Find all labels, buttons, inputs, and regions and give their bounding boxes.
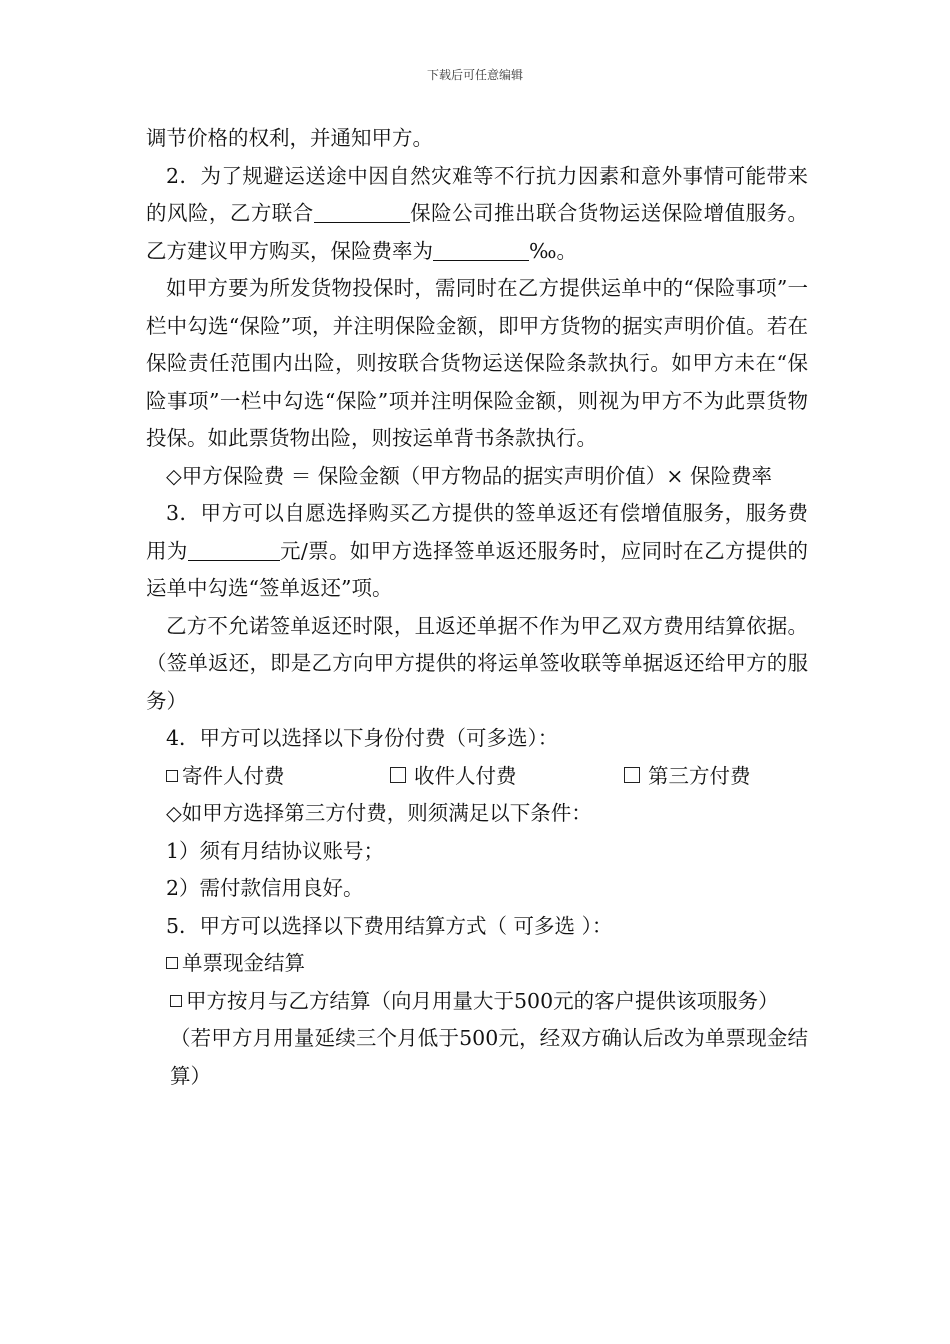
insurance-rate-blank[interactable] <box>433 236 529 261</box>
paragraph-insurance-details: 如甲方要为所发货物投保时，需同时在乙方提供运单中的“保险事项”一栏中勾选“保险”项，并注明保险金额，即甲方货物的据实声明价值。若在保险责任范围内出险，则按联合货物运送保险条款执行。如甲方未在“保险事项”一栏中勾选“保险”项并注明保险金额，则视为甲方不为此票货物投保。如此票货物出险，则按运单背书条款执行。 <box>146 276 808 450</box>
paragraph-settlement-note: （若甲方月用量延续三个月低于500元，经双方确认后改为单票现金结算） <box>170 1026 808 1088</box>
payment-options-row <box>146 758 808 796</box>
paragraph-third-party-conditions: ◇如甲方选择第三方付费，则须满足以下条件： <box>166 801 592 825</box>
settlement-option-monthly[interactable]: 甲方按月与乙方结算（向月用量大于500元的客户提供该项服务） <box>146 983 808 1021</box>
page-header: 下载后可任意编辑 <box>426 68 523 82</box>
insurer-name-blank[interactable] <box>314 198 410 223</box>
checkbox-icon[interactable] <box>166 957 178 969</box>
paragraph-sign-return-note: 乙方不允诺签单返还时限，且返还单据不作为甲乙双方费用结算依据。（签单返还，即是乙方向甲方提供的将运单签收联等单据返还给甲方的服务） <box>146 613 808 713</box>
checkbox-icon[interactable] <box>390 767 406 783</box>
checkbox-icon[interactable] <box>170 995 182 1007</box>
settlement-option-cash[interactable]: 单票现金结算 <box>146 945 808 983</box>
paragraph-insurance-clause: 2．为了规避运送途中因自然灾难等不行抗力因素和意外事情可能带来的风险，乙方联合 保险公司推出联合货物运送保险增值服务。乙方建议甲方购买，保险费率为 ‰。 <box>146 163 808 263</box>
document-body <box>146 120 808 1095</box>
checkbox-icon[interactable] <box>166 770 178 782</box>
payment-option-sender[interactable]: 寄件人付费 <box>166 758 390 796</box>
sign-return-fee-blank[interactable] <box>188 536 280 561</box>
condition-item-1: 1）须有月结协议账号； <box>166 838 385 863</box>
paragraph-sign-return: 3．甲方可以自愿选择购买乙方提供的签单返还有偿增值服务，服务费用为 元/票。如甲方选择签单返还服务时，应同时在乙方提供的运单中勾选“签单返还”项。 <box>146 501 809 600</box>
paragraph-settlement-methods: 5．甲方可以选择以下费用结算方式（ 可多选 ）： <box>166 913 613 938</box>
payment-option-receiver[interactable]: 收件人付费 <box>390 758 624 796</box>
paragraph-insurance-formula: ◇甲方保险费 ＝ 保险金额（甲方物品的据实声明价值）× 保险费率 <box>166 463 772 488</box>
paragraph-payment-identity: 4．甲方可以选择以下身份付费（可多选）： <box>166 726 559 750</box>
paragraph-price-adjust: 调节价格的权利，并通知甲方。 <box>146 126 433 150</box>
payment-option-third-party[interactable]: 第三方付费 <box>624 758 751 796</box>
condition-item-2: 2）需付款信用良好。 <box>166 876 364 900</box>
checkbox-icon[interactable] <box>624 767 640 783</box>
